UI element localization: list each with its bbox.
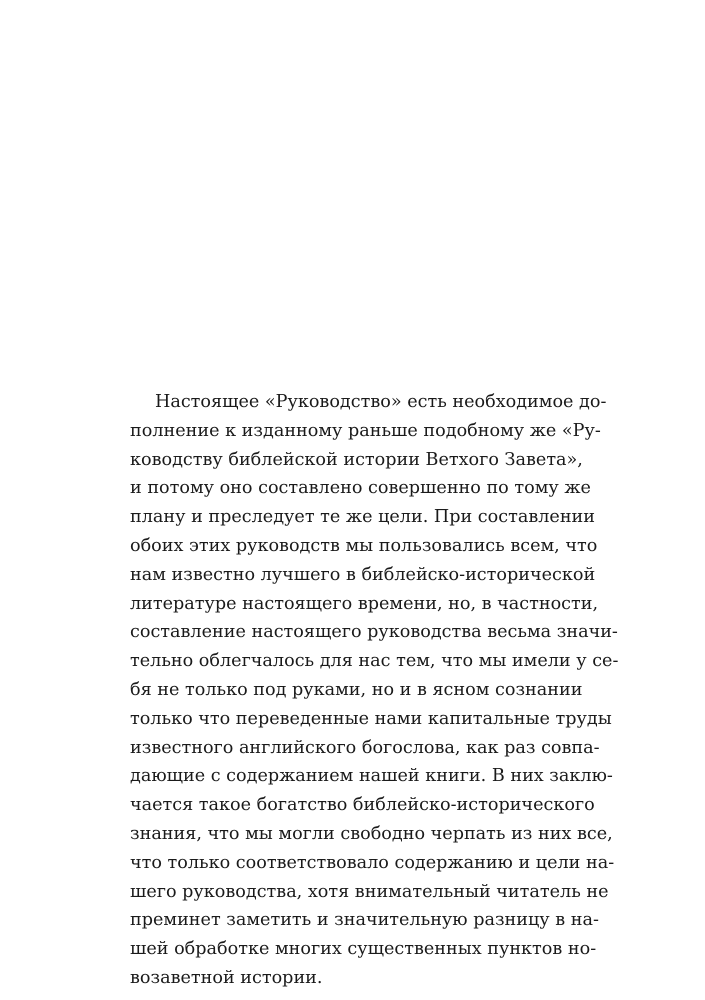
text-line: возаветной истории. xyxy=(130,967,323,988)
text-line: шего руководства, хотя внимательный читатель не xyxy=(130,881,609,902)
text-line: бя не только под руками, но и в ясном сознании xyxy=(130,679,583,700)
text-line: чается такое богатство библейско-исторического xyxy=(130,795,595,816)
text-line: ководству библейской истории Ветхого Завета», xyxy=(130,449,583,470)
text-line: только что переведенные нами капитальные труды xyxy=(130,708,612,729)
text-line: дающие с содержанием нашей книги. В них заклю- xyxy=(130,766,613,787)
text-line: тельно облегчалось для нас тем, что мы имели у се- xyxy=(130,651,619,672)
text-line: преминет заметить и значительную разницу в на- xyxy=(130,910,599,931)
text-line: что только соответствовало содержанию и цели на- xyxy=(130,852,615,873)
text-line: обоих этих руководств мы пользовались всем, что xyxy=(130,535,598,556)
text-line: литературе настоящего времени, но, в частности, xyxy=(130,593,599,614)
text-line: знания, что мы могли свободно черпать из них все, xyxy=(130,823,613,844)
text-line: нам известно лучшего в библейско-исторической xyxy=(130,564,596,585)
text-line: шей обработке многих существенных пунктов но- xyxy=(130,939,597,960)
text-line: составление настоящего руководства весьма значи- xyxy=(130,622,618,643)
text-line: полнение к изданному раньше подобному же «Ру- xyxy=(130,420,601,441)
text-line: плану и преследует те же цели. При составлении xyxy=(130,507,596,528)
text-line: Настоящее «Руководство» есть необходимое до- xyxy=(155,392,607,412)
text-line: и потому оно составлено совершенно по тому же xyxy=(130,478,591,499)
body-paragraph xyxy=(130,388,619,993)
text-line: известного английского богослова, как раз совпа- xyxy=(130,737,600,758)
